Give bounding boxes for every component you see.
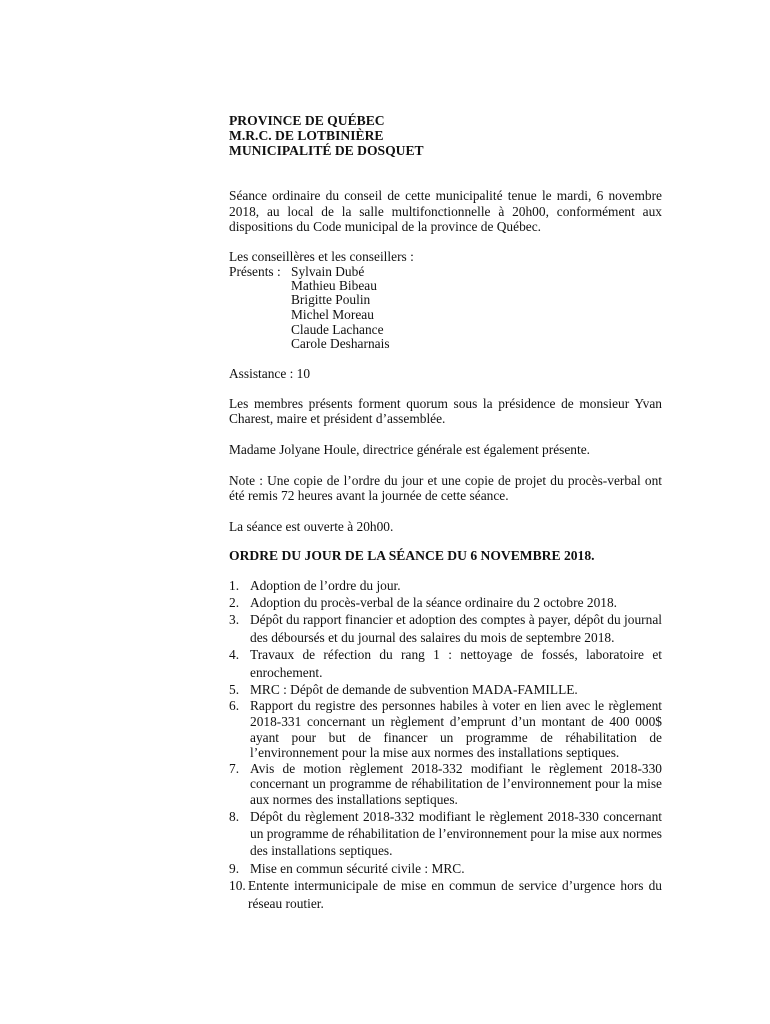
member-name: Sylvain Dubé: [291, 263, 365, 279]
agenda-item-text: Travaux de réfection du rang 1 : nettoyage de fossés, laboratoire et enrochement.: [250, 647, 662, 680]
agenda-item-text: Avis de motion règlement 2018-332 modifiant le règlement 2018-330 concernant un programme de réhabilitation de l’environnement pour la mise aux normes des installations septiques.: [250, 760, 662, 807]
agenda-item-text: Entente intermunicipale de mise en commun de service d’urgence hors du réseau routier.: [248, 878, 662, 911]
agenda-item-text: Dépôt du rapport financier et adoption des comptes à payer, dépôt du journal des déboursés et du journal des salaires du mois de septembre 2018.: [250, 612, 662, 645]
member-name: Claude Lachance: [291, 321, 384, 337]
director-paragraph: Madame Jolyane Houle, directrice générale est également présente.: [229, 441, 591, 457]
member-name: Brigitte Poulin: [291, 292, 371, 308]
agenda-item-number: 3.: [229, 612, 240, 628]
members-title: Les conseillères et les conseillers :: [229, 248, 414, 264]
present-label: Présents :: [229, 263, 281, 279]
header-mrc: M.R.C. DE LOTBINIÈRE: [229, 128, 384, 143]
agenda-item: [229, 761, 662, 808]
agenda-item-text: MRC : Dépôt de demande de subvention MADA-FAMILLE.: [250, 681, 578, 697]
agenda-item: [229, 808, 662, 860]
quorum-paragraph: Les membres présents forment quorum sous la présidence de monsieur Yvan Charest, maire et président d’assemblée.: [229, 395, 662, 427]
agenda-item-number: 7.: [229, 760, 240, 776]
agenda-item: [229, 578, 662, 594]
agenda-item: [229, 698, 662, 760]
agenda-item-text: Dépôt du règlement 2018-332 modifiant le règlement 2018-330 concernant un programme de réhabilitation de l’environnement pour la mise aux normes des installations septiques.: [250, 808, 663, 859]
agenda-item: [229, 860, 662, 877]
agenda-item: [229, 681, 662, 698]
agenda-item-number: 10.: [229, 878, 246, 894]
agenda-item-text: Adoption du procès-verbal de la séance ordinaire du 2 octobre 2018.: [250, 594, 618, 610]
intro-paragraph: Séance ordinaire du conseil de cette municipalité tenue le mardi, 6 novembre 2018, au local de la salle multifonctionnelle à 20h00, conformément aux dispositions du Code municipal de la province de Québec.: [229, 188, 662, 235]
agenda-item-number: 6.: [229, 698, 240, 714]
agenda-item: [229, 877, 662, 912]
assistance-count: Assistance : 10: [229, 365, 311, 381]
member-name: Mathieu Bibeau: [291, 277, 377, 293]
header-province: PROVINCE DE QUÉBEC: [229, 113, 385, 128]
agenda-item-number: 2.: [229, 594, 240, 610]
agenda-title: ORDRE DU JOUR DE LA SÉANCE DU 6 NOVEMBRE 2018.: [229, 548, 595, 564]
member-name: Michel Moreau: [291, 306, 374, 322]
header-municipality: MUNICIPALITÉ DE DOSQUET: [229, 143, 424, 158]
note-paragraph: Note : Une copie de l’ordre du jour et une copie de projet du procès-verbal ont été remis 72 heures avant la journée de cette séance.: [229, 472, 662, 504]
agenda-item-number: 1.: [229, 578, 240, 594]
agenda-item-text: Adoption de l’ordre du jour.: [250, 578, 401, 594]
agenda-item: [229, 594, 662, 611]
member-name: Carole Desharnais: [291, 336, 390, 352]
document-page: [229, 113, 662, 912]
agenda-item-number: 8.: [229, 808, 240, 824]
agenda-item-number: 5.: [229, 681, 240, 697]
agenda-item-text: Rapport du registre des personnes habiles à voter en lien avec le règlement 2018-331 concernant un règlement d’emprunt d’un montant de 400 000$ ayant pour but de financer un programme de réhabilitation de l’environnement pour la mise aux normes des installations septiques.: [250, 698, 662, 761]
agenda-item-text: Mise en commun sécurité civile : MRC.: [250, 860, 465, 876]
agenda-item: [229, 611, 662, 646]
present-list: [229, 264, 662, 352]
agenda-item-number: 4.: [229, 647, 240, 663]
agenda-list: [229, 578, 662, 912]
opening-paragraph: La séance est ouverte à 20h00.: [229, 518, 394, 534]
agenda-item-number: 9.: [229, 860, 240, 876]
agenda-item: [229, 646, 662, 681]
document-header: [229, 113, 662, 158]
